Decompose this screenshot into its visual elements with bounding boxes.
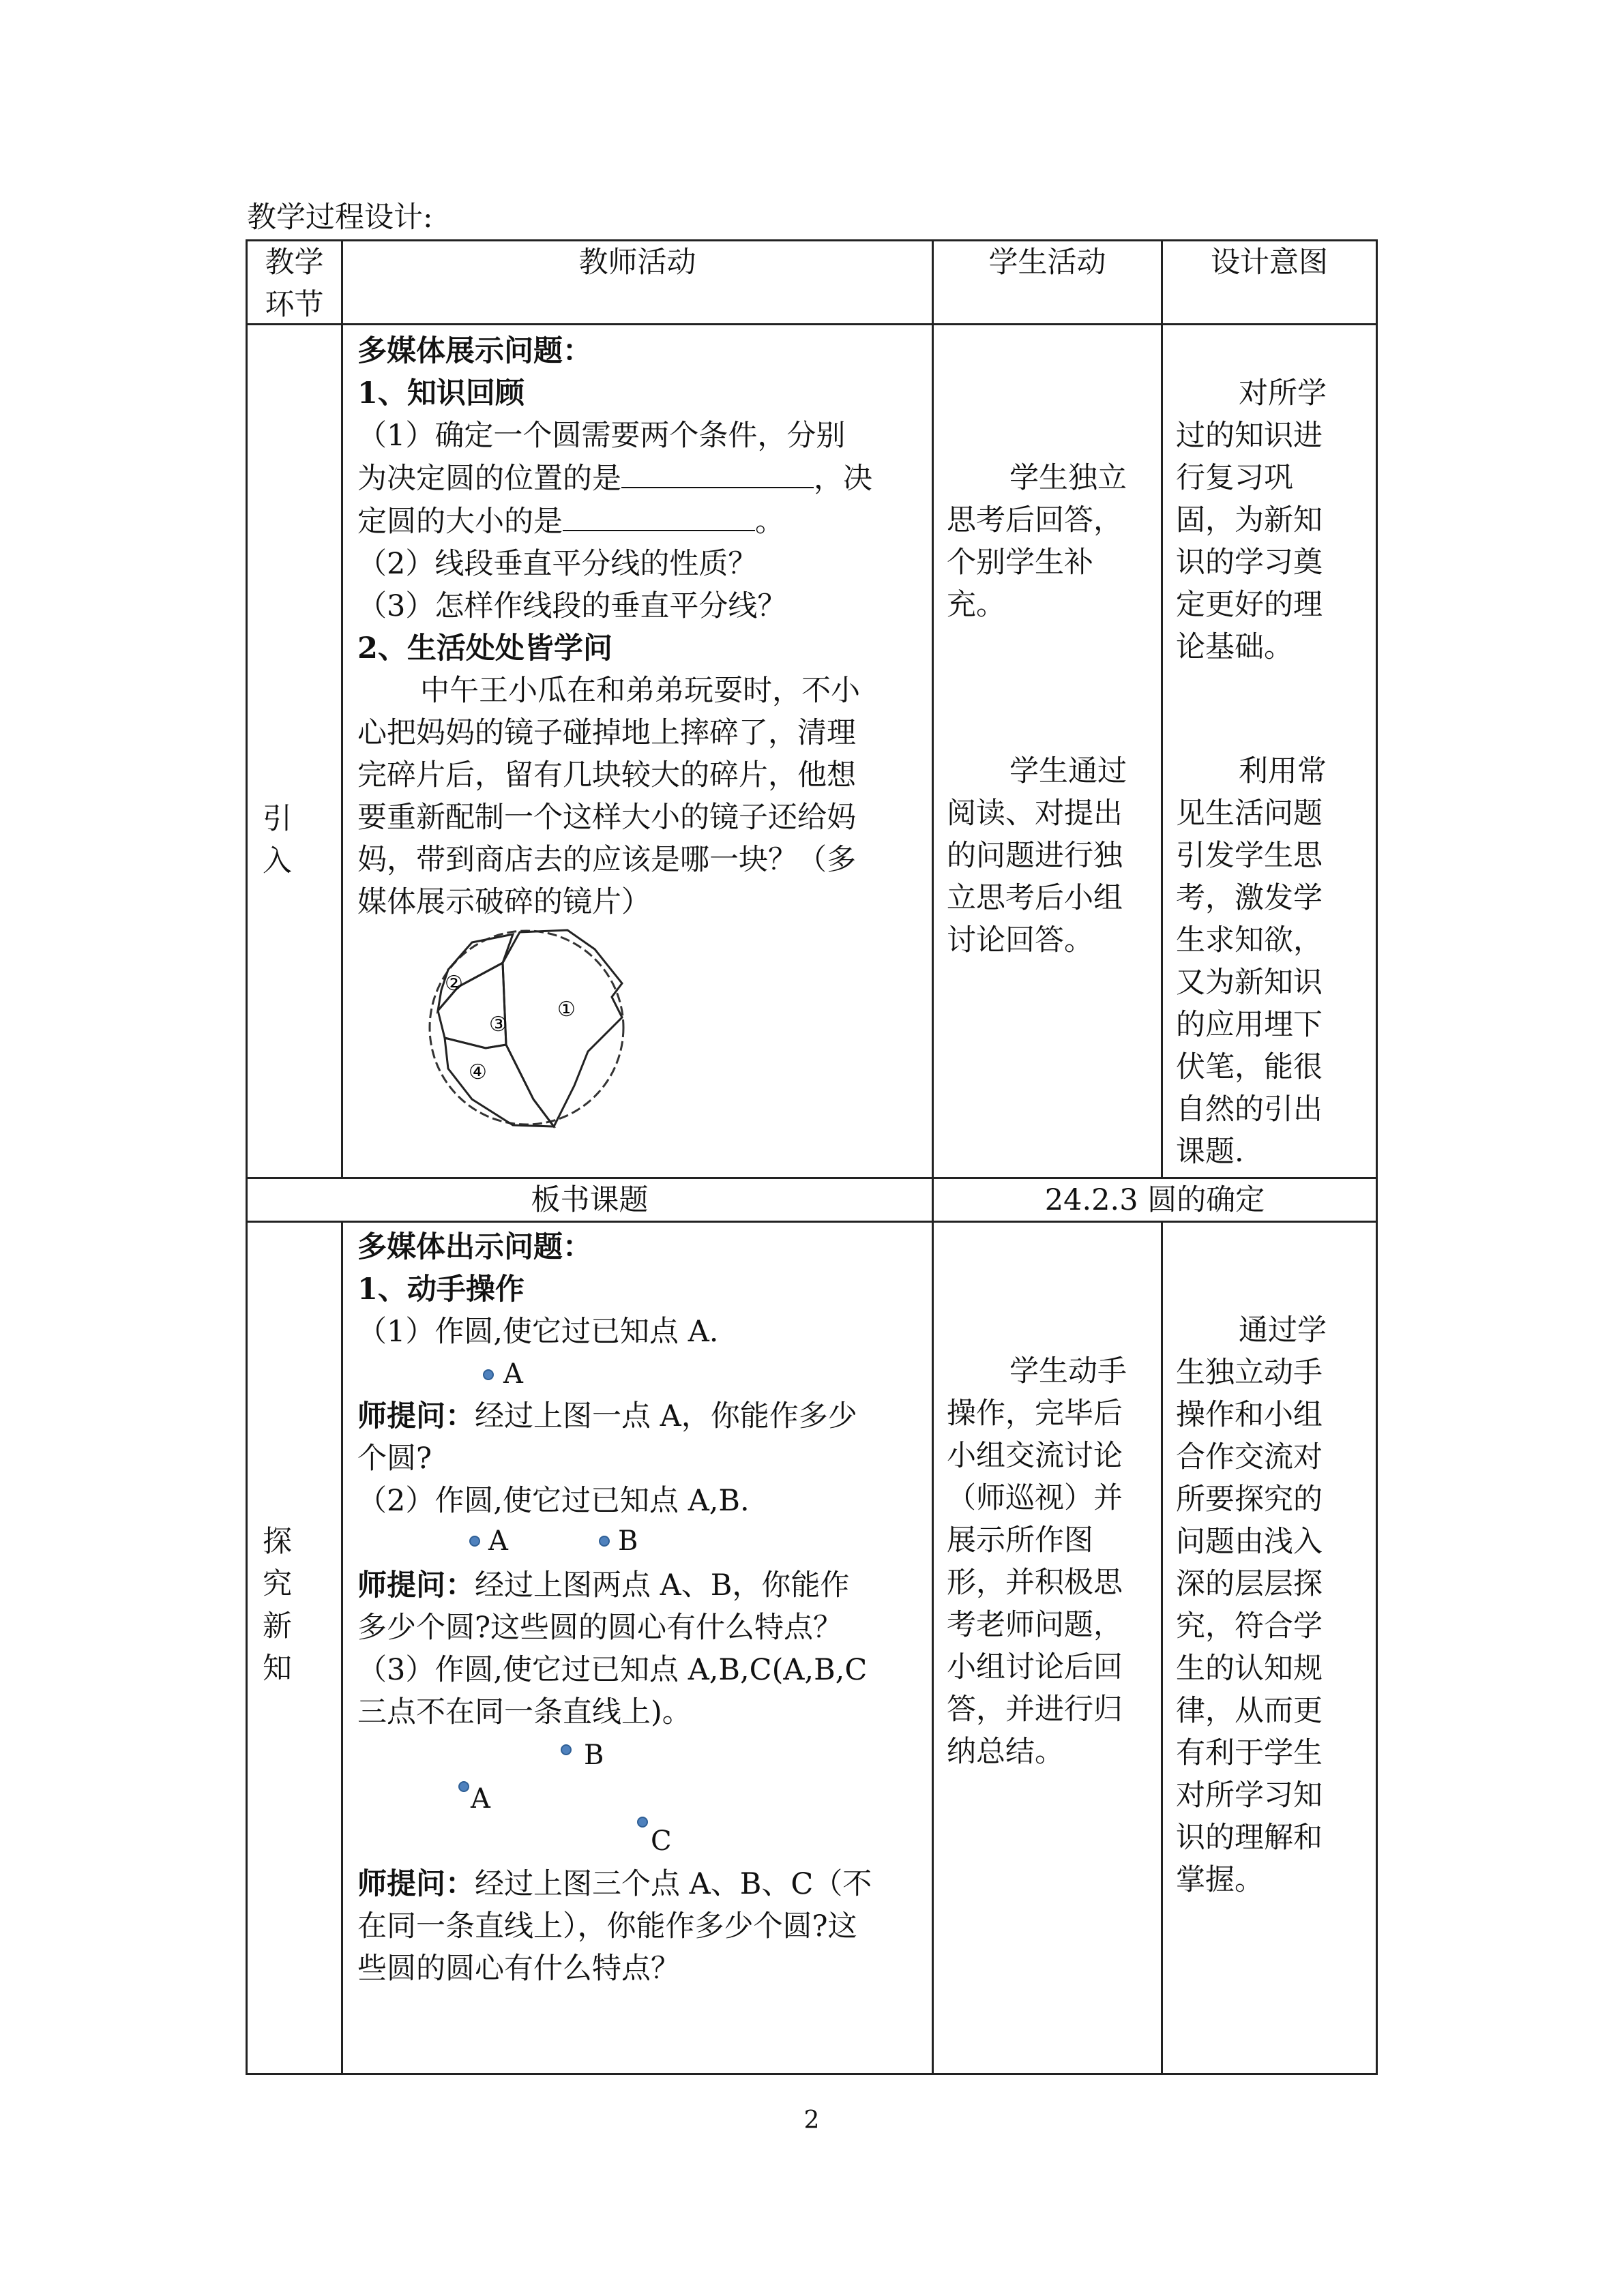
stage-explore-l3: 新: [263, 1609, 292, 1643]
intro-teacher-l10: 心把妈妈的镜子碰掉地上摔碎了，清理: [357, 716, 856, 750]
stage-intro: [263, 798, 292, 882]
q3-label: 师提问：: [357, 1867, 475, 1901]
intro-teacher-l11: 完碎片后，留有几块较大的碎片，他想: [357, 758, 856, 792]
explore-intent-l2: 生独立动手: [1176, 1356, 1323, 1390]
intro-student-b-l1: 学生通过: [1009, 754, 1127, 788]
intro-intent-a: [1176, 372, 1327, 668]
q1-text: 经过上图一点 A，你能作多少: [475, 1399, 857, 1433]
intro-intent-b-l9: 自然的引出: [1176, 1092, 1323, 1127]
intro-intent-b-l6: 又为新知识: [1176, 966, 1323, 1000]
mirror-piece-4: [445, 1038, 554, 1127]
stage-explore-l1: 探: [263, 1525, 292, 1559]
explore-intent-l10: 律，从而更: [1176, 1694, 1323, 1728]
intro-intent-b-l3: 引发学生思: [1176, 839, 1323, 873]
point-b-dot-2: [599, 1536, 610, 1547]
intro-student-a-l2: 思考后回答，: [947, 503, 1123, 537]
intro-teacher-l5a: 定圆的大小的是: [357, 505, 563, 539]
header-student: 学生活动: [988, 245, 1106, 280]
intro-teacher-l3: （1）确定一个圆需要两个条件，分别: [357, 419, 846, 453]
intro-teacher-l5b: 。: [755, 505, 784, 539]
header-stage-line1: 教学: [265, 245, 324, 280]
stage-intro-line2: 入: [263, 844, 292, 878]
intro-intent-b-l10: 课题.: [1176, 1135, 1244, 1169]
mirror-label-3: ③: [489, 1013, 507, 1037]
explore-intent-l1: 通过学: [1239, 1313, 1327, 1347]
broken-mirror-figure: [417, 922, 636, 1133]
explore-intent-l12: 对所学习知: [1176, 1778, 1323, 1813]
q2-label: 师提问：: [357, 1568, 475, 1602]
intro-student-a-l3: 个别学生补: [947, 546, 1093, 580]
point-a-label-3: A: [471, 1783, 490, 1815]
explore-intent-l11: 有利于学生: [1176, 1736, 1323, 1770]
intro-student-activity-a: [947, 457, 1127, 626]
intro-student-b-l2: 阅读、对提出: [947, 796, 1123, 831]
point-b-label-2: B: [618, 1525, 638, 1557]
intro-intent-b-l7: 的应用埋下: [1176, 1008, 1323, 1042]
point-c-dot-3: [637, 1817, 648, 1828]
explore-intent-l13: 识的理解和: [1176, 1821, 1323, 1855]
explore-student-l1: 学生动手: [1009, 1354, 1127, 1388]
explore-intent-l7: 深的层层探: [1176, 1567, 1323, 1601]
stage-explore-l2: 究: [263, 1567, 292, 1601]
stage-explore: [263, 1521, 292, 1690]
q2-text: 经过上图两点 A、B，你能作: [475, 1568, 850, 1602]
intro-teacher-l9: 中午王小瓜在和弟弟玩耍时，不小: [420, 674, 860, 708]
intro-teacher-l5: [357, 500, 872, 543]
intro-intent-b-l2: 见生活问题: [1176, 796, 1323, 831]
intro-intent-a-l7: 论基础。: [1176, 630, 1293, 664]
mirror-label-1: ①: [557, 998, 576, 1022]
point-a-label-1: A: [503, 1358, 523, 1390]
explore-teacher-l3: （1）作圆,使它过已知点 A.: [357, 1315, 719, 1349]
explore-student-l10: 纳总结。: [947, 1735, 1064, 1769]
explore-intent: [1176, 1309, 1327, 1901]
point-a-label-2: A: [488, 1525, 508, 1557]
explore-student-l8: 小组讨论后回: [947, 1650, 1123, 1684]
point-a-dot-3: [458, 1781, 469, 1792]
header-intent: 设计意图: [1211, 245, 1328, 280]
explore-intent-l3: 操作和小组: [1176, 1398, 1323, 1432]
explore-intent-l4: 合作交流对: [1176, 1440, 1323, 1474]
point-c-label-3: C: [651, 1825, 672, 1857]
explore-student-activity: [947, 1350, 1127, 1773]
explore-teacher-l2: 1、动手操作: [357, 1272, 525, 1307]
intro-student-b-l4: 立思考后小组: [947, 881, 1123, 915]
explore-intent-l9: 生的认知规: [1176, 1652, 1323, 1686]
intro-intent-a-l5: 识的学习奠: [1176, 546, 1323, 580]
explore-q3-l2: 在同一条直线上），你能作多少个圆?这: [357, 1909, 857, 1943]
explore-q2: [357, 1564, 849, 1607]
intro-teacher-l4: [357, 457, 872, 500]
intro-intent-b-l8: 伏笔，能很: [1176, 1050, 1323, 1084]
mirror-outline: [430, 931, 623, 1124]
intro-student-b-l3: 的问题进行独: [947, 839, 1123, 873]
intro-intent-a-l4: 固，为新知: [1176, 503, 1323, 537]
intro-intent-b: [1176, 750, 1327, 1173]
section-heading: 教学过程设计:: [247, 200, 433, 235]
header-stage-line2: 环节: [265, 288, 324, 322]
intro-student-activity-b: [947, 750, 1127, 961]
explore-q2-l2: 多少个圆?这些圆的圆心有什么特点？: [357, 1611, 843, 1645]
page-number: 2: [803, 2106, 820, 2134]
fill-blank-position: [621, 457, 814, 488]
explore-intent-l14: 掌握。: [1176, 1863, 1264, 1897]
intro-teacher-l14: 媒体展示破碎的镜片）: [357, 885, 651, 919]
q1-label: 师提问：: [357, 1399, 475, 1433]
explore-teacher-l5: （3）作圆,使它过已知点 A,B,C(A,B,C: [357, 1653, 868, 1687]
explore-q3-l3: 些圆的圆心有什么特点？: [357, 1952, 680, 1986]
header-teacher: 教师活动: [578, 245, 696, 280]
explore-intent-l6: 问题由浅入: [1176, 1525, 1323, 1559]
intro-intent-a-l6: 定更好的理: [1176, 588, 1323, 622]
point-b-dot-3: [561, 1744, 572, 1755]
explore-q1-l2: 个圆?: [357, 1442, 432, 1476]
mirror-label-2: ②: [445, 972, 463, 996]
title-row-label: 板书课题: [531, 1183, 649, 1217]
point-b-label-3: B: [584, 1740, 604, 1771]
intro-teacher-l1: 多媒体展示问题：: [357, 334, 592, 368]
point-a-dot-1: [483, 1369, 494, 1380]
mirror-label-4: ④: [469, 1060, 487, 1084]
intro-teacher-l4a: 为决定圆的位置的是: [357, 462, 621, 496]
stage-explore-l4: 知: [263, 1652, 292, 1686]
intro-teacher-l2: 1、知识回顾: [357, 376, 525, 411]
intro-intent-b-l4: 考，激发学: [1176, 881, 1323, 915]
explore-student-l9: 答，并进行归: [947, 1693, 1123, 1727]
intro-teacher-l6: （2）线段垂直平分线的性质？: [357, 547, 758, 581]
q3-text: 经过上图三个点 A、B、C（不: [475, 1867, 872, 1901]
intro-intent-b-l5: 生求知欲，: [1176, 923, 1323, 957]
explore-student-l7: 考老师问题，: [947, 1608, 1123, 1642]
intro-intent-b-l1: 利用常: [1239, 754, 1327, 788]
explore-student-l4: （师巡视）并: [947, 1481, 1123, 1515]
intro-student-a-l1: 学生独立: [1009, 461, 1127, 495]
intro-teacher-l4b: ，决: [814, 462, 872, 496]
intro-teacher-l13: 妈，带到商店去的应该是哪一块？（多: [357, 843, 856, 877]
fill-blank-size: [563, 500, 755, 531]
explore-teacher-l6: 三点不在同一条直线上)。: [357, 1695, 692, 1729]
explore-teacher-l4: （2）作圆,使它过已知点 A,B.: [357, 1484, 750, 1518]
intro-student-a-l4: 充。: [947, 588, 1005, 622]
explore-q1: [357, 1395, 857, 1437]
explore-student-l2: 操作，完毕后: [947, 1397, 1123, 1431]
mirror-piece-1: [503, 930, 622, 1127]
explore-teacher-l1: 多媒体出示问题：: [357, 1230, 592, 1264]
lesson-title: 24.2.3 圆的确定: [1044, 1183, 1265, 1217]
intro-student-b-l5: 讨论回答。: [947, 923, 1093, 957]
intro-teacher-l7: （3）怎样作线段的垂直平分线？: [357, 589, 787, 623]
intro-intent-a-l2: 过的知识进: [1176, 419, 1323, 453]
point-a-dot-2: [469, 1536, 480, 1547]
intro-teacher-activity: [357, 330, 872, 923]
intro-teacher-l8: 2、生活处处皆学问: [357, 631, 612, 666]
explore-intent-l8: 究，符合学: [1176, 1609, 1323, 1643]
intro-teacher-l12: 要重新配制一个这样大小的镜子还给妈: [357, 801, 856, 835]
intro-intent-a-l3: 行复习巩: [1176, 461, 1293, 495]
explore-student-l5: 展示所作图: [947, 1523, 1093, 1557]
stage-intro-line1: 引: [263, 802, 292, 836]
explore-student-l3: 小组交流讨论: [947, 1439, 1123, 1473]
explore-q3: [357, 1863, 872, 1905]
explore-student-l6: 形，并积极思: [947, 1566, 1123, 1600]
intro-intent-a-l1: 对所学: [1239, 376, 1327, 411]
explore-intent-l5: 所要探究的: [1176, 1482, 1323, 1517]
header-stage: [248, 241, 341, 326]
